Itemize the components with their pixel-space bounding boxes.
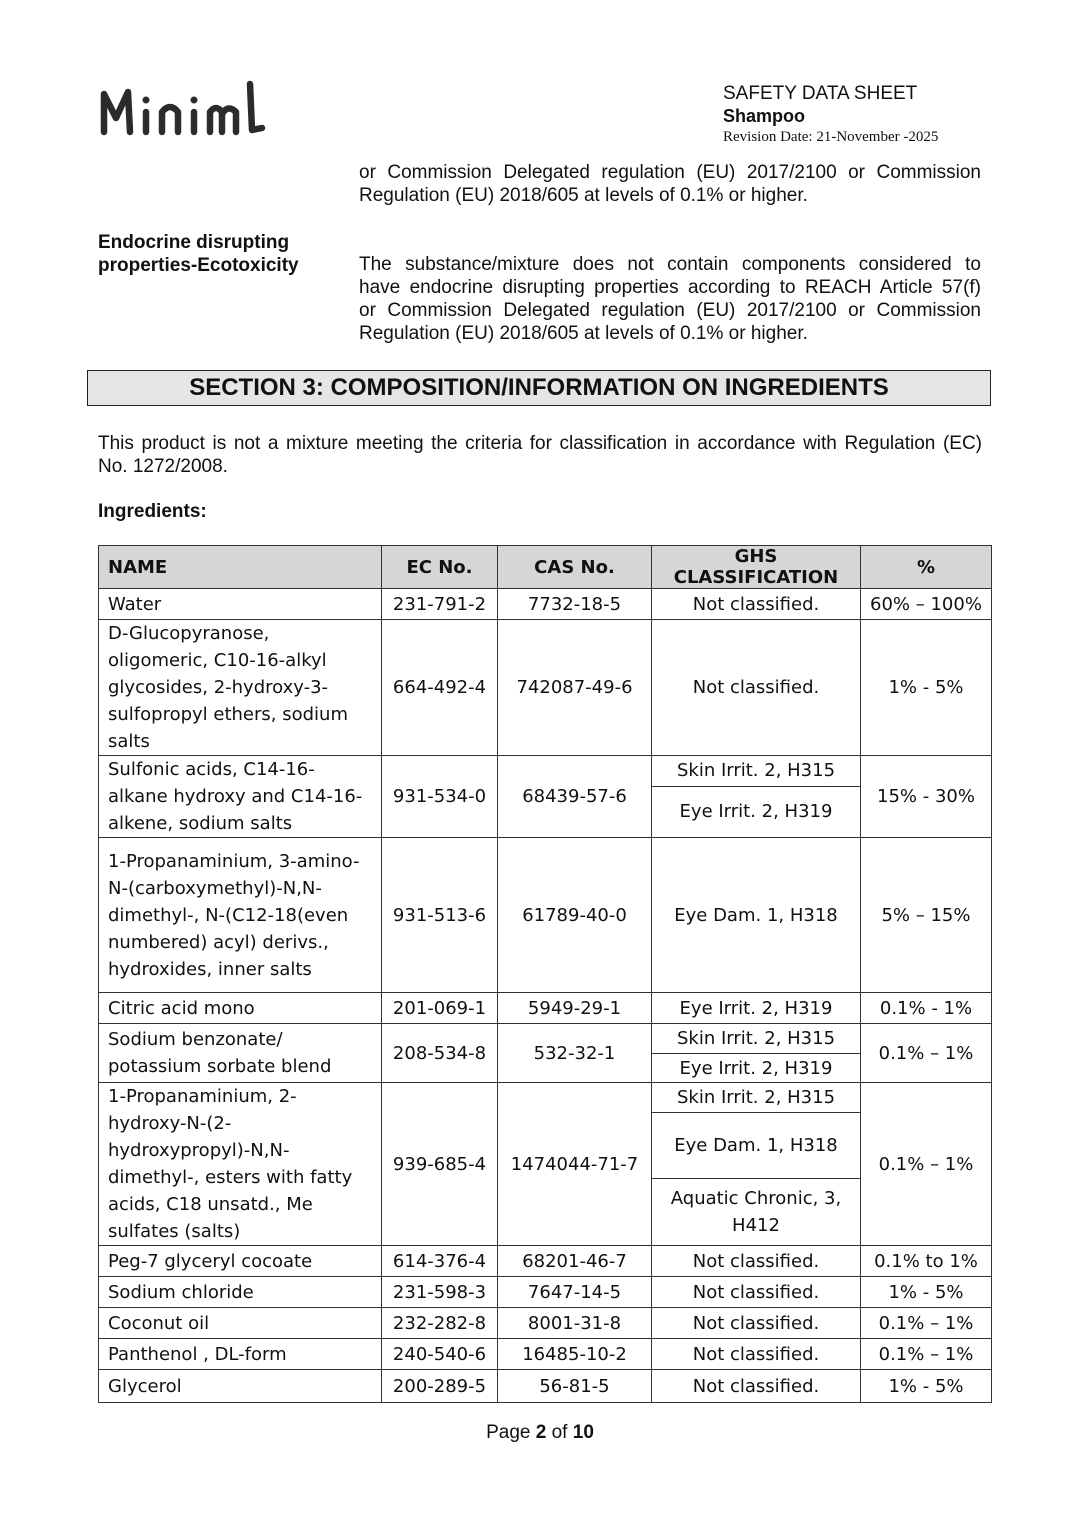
cell-ghs: Eye Dam. 1, H318 <box>652 838 861 993</box>
continued-paragraph <box>359 161 981 207</box>
table-row <box>99 620 992 756</box>
cell-percent: 0.1% - 1% <box>861 993 992 1024</box>
cell-percent: 15% - 30% <box>861 756 992 838</box>
header-ghs: GHS CLASSIFICATION <box>652 546 861 589</box>
cell-ghs: Skin Irrit. 2, H315 <box>652 1024 861 1054</box>
text-line: No. 1272/2008. <box>98 456 228 477</box>
cell-name: 1-Propanaminium, 3-amino-N-(carboxymethyl)-N,N-dimethyl-, N-(C12-18(even numbered) acyl) derivs., hydroxides, inner salts <box>99 838 382 993</box>
cell-cas: 5949-29-1 <box>498 993 652 1024</box>
cell-name: Panthenol , DL-form <box>99 1339 382 1370</box>
table-row <box>99 838 992 993</box>
cell-percent: 0.1% – 1% <box>861 1339 992 1370</box>
cell-cas: 7647-14-5 <box>498 1277 652 1308</box>
cell-percent: 0.1% – 1% <box>861 1308 992 1339</box>
text-line: or Commission Delegated regulation (EU) 2017/2100 or Commission <box>359 300 981 321</box>
text-line: have endocrine disrupting properties according to REACH Article 57(f) <box>359 277 981 298</box>
cell-ec: 931-534-0 <box>382 756 498 838</box>
table-row <box>99 1083 992 1113</box>
table-header-row <box>99 546 992 589</box>
table-row <box>99 1277 992 1308</box>
cell-cas: 532-32-1 <box>498 1024 652 1083</box>
cell-cas: 56-81-5 <box>498 1370 652 1403</box>
product-name: Shampoo <box>723 106 806 126</box>
table-row <box>99 1370 992 1403</box>
cell-ec: 939-685-4 <box>382 1083 498 1246</box>
table-row <box>99 1024 992 1054</box>
cell-ghs: Eye Irrit. 2, H319 <box>652 1054 861 1083</box>
cell-ghs: Not classified. <box>652 620 861 756</box>
cell-ec: 231-791-2 <box>382 589 498 620</box>
cell-ghs: Skin Irrit. 2, H315 <box>652 756 861 787</box>
cell-percent: 1% - 5% <box>861 1277 992 1308</box>
page-footer <box>0 1422 1080 1444</box>
page-total: 10 <box>572 1422 594 1443</box>
cell-ghs: Skin Irrit. 2, H315 <box>652 1083 861 1113</box>
text-line: or Commission Delegated regulation (EU) 2017/2100 or Commission <box>359 162 981 183</box>
table-row <box>99 756 992 787</box>
cell-name: Sulfonic acids, C14-16-alkane hydroxy and C14-16-alkene, sodium salts <box>99 756 382 838</box>
cell-name: D-Glucopyranose, oligomeric, C10-16-alkyl glycosides, 2-hydroxy-3-sulfopropyl ethers, sodium salts <box>99 620 382 756</box>
cell-ghs: Eye Irrit. 2, H319 <box>652 993 861 1024</box>
cell-cas: 7732-18-5 <box>498 589 652 620</box>
cell-percent: 0.1% to 1% <box>861 1246 992 1277</box>
cell-cas: 8001-31-8 <box>498 1308 652 1339</box>
cell-ghs: Not classified. <box>652 1308 861 1339</box>
cell-ec: 200-289-5 <box>382 1370 498 1403</box>
table-row <box>99 1339 992 1370</box>
table-row <box>99 589 992 620</box>
table-row <box>99 1308 992 1339</box>
text-line: This product is not a mixture meeting the criteria for classification in accordance with Regulation (EC) <box>98 433 982 454</box>
cell-ec: 231-598-3 <box>382 1277 498 1308</box>
endocrine-label: Endocrine disrupting properties-Ecotoxicity <box>98 232 299 276</box>
cell-ghs: Not classified. <box>652 589 861 620</box>
cell-cas: 16485-10-2 <box>498 1339 652 1370</box>
cell-name: Water <box>99 589 382 620</box>
cell-ghs: Not classified. <box>652 1339 861 1370</box>
cell-name: Citric acid mono <box>99 993 382 1024</box>
ingredients-table <box>98 545 992 1403</box>
table-row <box>99 993 992 1024</box>
cell-ghs: Not classified. <box>652 1277 861 1308</box>
cell-name: Peg-7 glyceryl cocoate <box>99 1246 382 1277</box>
header-name: NAME <box>99 546 382 589</box>
miniml-logo <box>96 72 266 152</box>
section-3-heading: SECTION 3: COMPOSITION/INFORMATION ON INGREDIENTS <box>87 370 991 406</box>
cell-ec: 240-540-6 <box>382 1339 498 1370</box>
cell-ec: 931-513-6 <box>382 838 498 993</box>
cell-name: Sodium chloride <box>99 1277 382 1308</box>
cell-cas: 1474044-71-7 <box>498 1083 652 1246</box>
cell-cas: 742087-49-6 <box>498 620 652 756</box>
text-line: Regulation (EU) 2018/605 at levels of 0.1% or higher. <box>359 323 808 344</box>
cell-name: 1-Propanaminium, 2-hydroxy-N-(2-hydroxypropyl)-N,N-dimethyl-, esters with fatty acids, C18 unsatd., Me sulfates (salts) <box>99 1083 382 1246</box>
table-row <box>99 1246 992 1277</box>
cell-percent: 5% – 15% <box>861 838 992 993</box>
page-word: Page <box>486 1422 531 1443</box>
section-3-intro <box>98 432 982 478</box>
cell-percent: 1% - 5% <box>861 620 992 756</box>
revision-date: Revision Date: 21-November -2025 <box>723 129 939 145</box>
text-line: The substance/mixture does not contain components considered to <box>359 254 981 275</box>
cell-ghs: Not classified. <box>652 1370 861 1403</box>
cell-ec: 232-282-8 <box>382 1308 498 1339</box>
cell-cas: 68201-46-7 <box>498 1246 652 1277</box>
document-header <box>723 82 1023 147</box>
cell-cas: 61789-40-0 <box>498 838 652 993</box>
of-word: of <box>551 1422 568 1443</box>
cell-percent: 0.1% – 1% <box>861 1083 992 1246</box>
cell-ec: 664-492-4 <box>382 620 498 756</box>
cell-ghs: Eye Dam. 1, H318 <box>652 1113 861 1179</box>
cell-ghs: Not classified. <box>652 1246 861 1277</box>
cell-name: Coconut oil <box>99 1308 382 1339</box>
ingredients-label: Ingredients: <box>98 501 207 522</box>
text-line: Regulation (EU) 2018/605 at levels of 0.1% or higher. <box>359 185 808 206</box>
cell-ghs: Aquatic Chronic, 3, H412 <box>652 1179 861 1246</box>
header-ec: EC No. <box>382 546 498 589</box>
cell-percent: 0.1% – 1% <box>861 1024 992 1083</box>
cell-ec: 208-534-8 <box>382 1024 498 1083</box>
cell-percent: 60% – 100% <box>861 589 992 620</box>
cell-name: Glycerol <box>99 1370 382 1403</box>
cell-ghs: Eye Irrit. 2, H319 <box>652 786 861 837</box>
header-cas: CAS No. <box>498 546 652 589</box>
doc-type: SAFETY DATA SHEET <box>723 83 918 104</box>
cell-name: Sodium benzonate/ potassium sorbate blend <box>99 1024 382 1083</box>
header-percent: % <box>861 546 992 589</box>
cell-ec: 201-069-1 <box>382 993 498 1024</box>
cell-percent: 1% - 5% <box>861 1370 992 1403</box>
cell-cas: 68439-57-6 <box>498 756 652 838</box>
endocrine-paragraph <box>359 253 981 345</box>
page-number: 2 <box>535 1422 547 1443</box>
cell-ec: 614-376-4 <box>382 1246 498 1277</box>
